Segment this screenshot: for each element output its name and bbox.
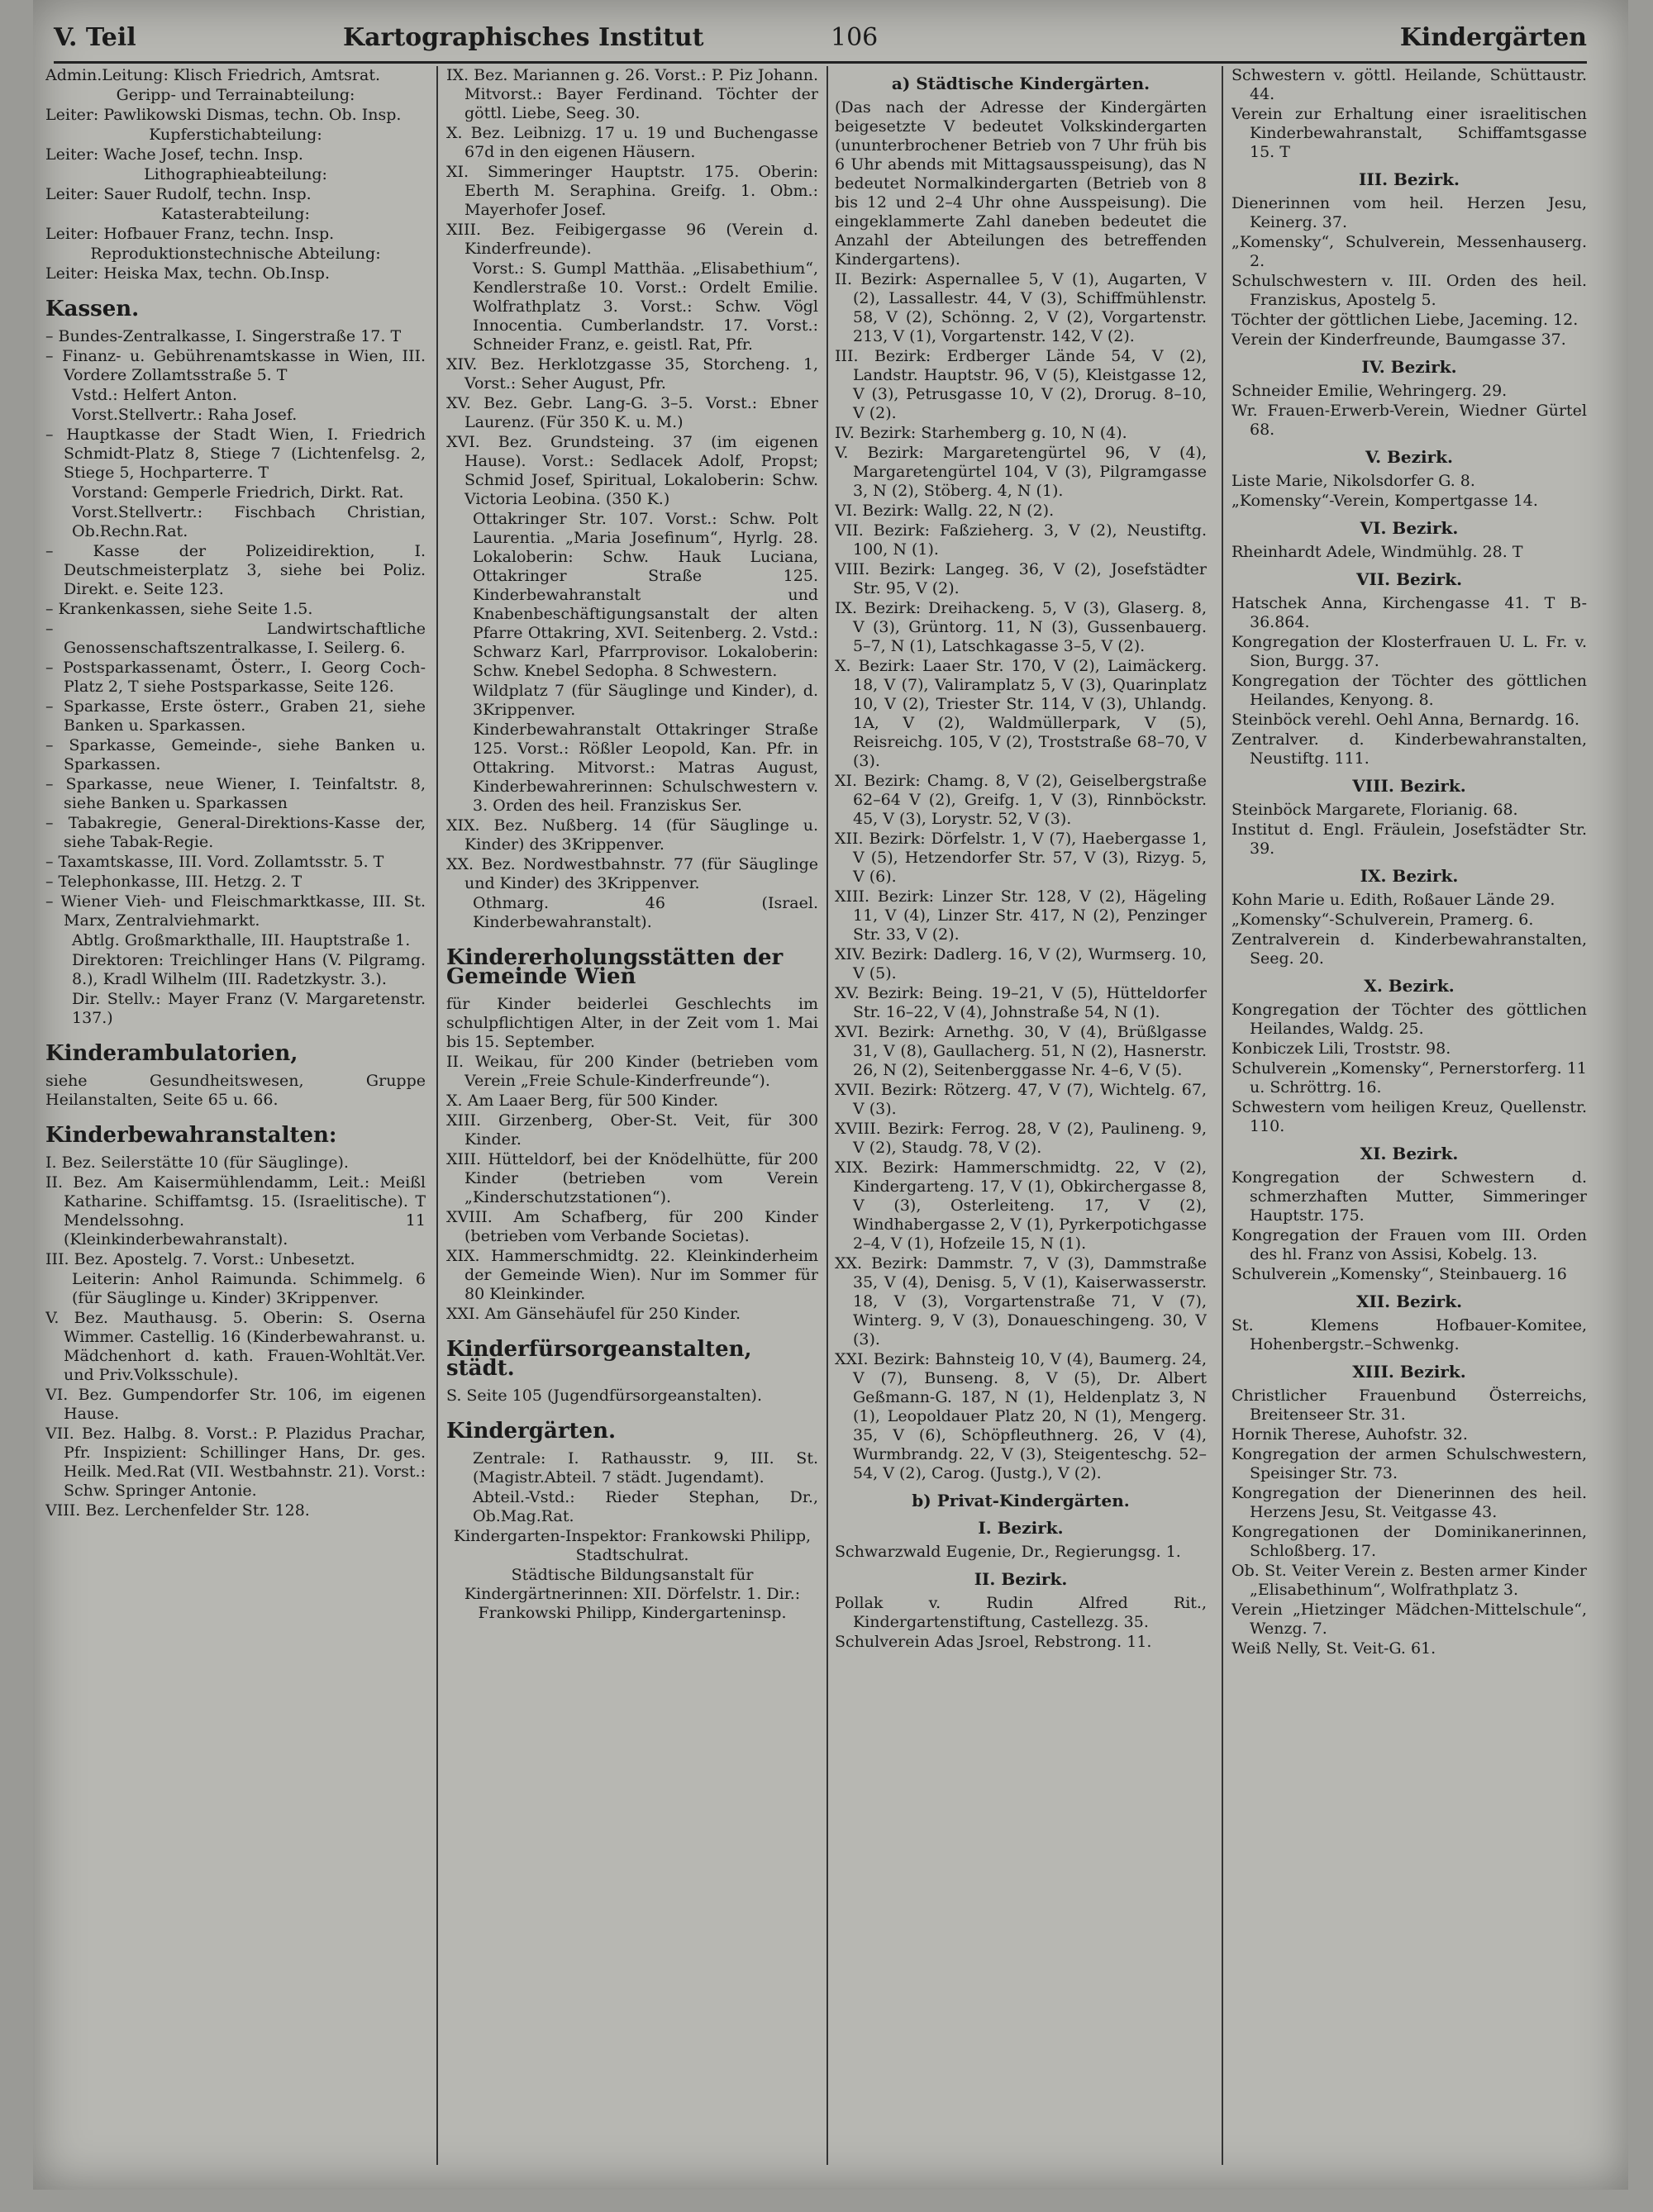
directory-entry: – Sparkasse, neue Wiener, I. Teinfaltstr. 8, siehe Banken u. Sparkassen — [45, 775, 426, 812]
directory-entry: XI. Simmeringer Hauptstr. 175. Oberin: Eberth M. Seraphina. Greifg. 1. Obm.: Mayerhofer Josef. — [446, 163, 818, 219]
district-heading: VI. Bezirk. — [1360, 518, 1459, 538]
text-column-2 — [446, 66, 818, 2165]
indented-line: Othmarg. 46 (Israel. Kinderbewahranstalt). — [473, 894, 818, 931]
directory-entry: VIII. Bezirk: Langeg. 36, V (2), Josefstädter Str. 95, V (2). — [835, 560, 1207, 597]
directory-entry: III. Bezirk: Erdberger Lände 54, V (2), Landstr. Hauptstr. 96, V (5), Kleistgasse 12, V (3), Petrusgasse 10, V (2), Drorug. 8–10, V (2). — [835, 347, 1207, 422]
directory-entry: – Taxamtskasse, III. Vord. Zollamtsstr. 5. T — [45, 853, 384, 871]
directory-entry: X. Bezirk: Laaer Str. 170, V (2), Laimäckerg. 18, V (7), Valiramplatz 5, V (3), Quarinplatz 10, V (2), Triester Str. 114, V (3), Uhlandg. 1A, V (2), Waldmüllerpark, V (5), Reisreichg. 105, V (2), Troststraße 68–70, V (3). — [835, 657, 1207, 770]
indented-line: Ottakringer Str. 107. Vorst.: Schw. Polt Laurentia. „Maria Josefinum“, Hyrlg. 28. Lokaloberin: Schw. Hauk Luciana, Ottakringer Straße 125. Kinderbewahranstalt und Knabenbeschäftigungsanstalt der alten Pfarre Ottakring, XVI. Seitenberg. 2. Vstd.: Schwarz Karl, Pfarrprovisor. Lokaloberin: Schw. Knebel Sedopha. 8 Schwestern. — [473, 510, 818, 680]
part-label: V. Teil — [54, 23, 136, 52]
paragraph: Leiter: Sauer Rudolf, techn. Insp. — [45, 185, 312, 203]
directory-entry: Schwarzwald Eugenie, Dr., Regierungsg. 1. — [835, 1543, 1181, 1561]
directory-entry: Zentralver. d. Kinderbewahranstalten, Neustiftg. 111. — [1231, 730, 1587, 768]
directory-entry: – Finanz- u. Gebührenamtskasse in Wien, III. Vordere Zollamtsstraße 5. T — [45, 347, 426, 384]
paragraph: (Das nach der Adresse der Kindergärten beigesetzte V bedeutet Volkskindergarten (ununterbrochener Betrieb von 7 Uhr früh bis 6 Uhr abends mit Mittagsausspeisung), das N bedeutet Normalkindergarten (Betrieb von 8 bis 12 und 2–4 Uhr ohne Ausspeisung). Die eingeklammerte Zahl daneben bedeutet die Anzahl der Abteilungen des betreffenden Kindergartens). — [835, 98, 1207, 269]
directory-entry: Kongregation der Töchter des göttlichen Heilandes, Kenyong. 8. — [1231, 672, 1587, 709]
directory-entry: XIV. Bezirk: Dadlerg. 16, V (2), Wurmserg. 10, V (5). — [835, 945, 1207, 982]
directory-entry: St. Klemens Hofbauer-Komitee, Hohenbergstr.–Schwenkg. — [1231, 1316, 1587, 1353]
directory-entry: Rheinhardt Adele, Windmühlg. 28. T — [1231, 543, 1523, 561]
directory-entry: XXI. Am Gänsehäufel für 250 Kinder. — [446, 1305, 741, 1323]
directory-entry: Christlicher Frauenbund Österreichs, Breitenseer Str. 31. — [1231, 1387, 1587, 1424]
directory-entry: VII. Bez. Halbg. 8. Vorst.: P. Plazidus Prachar, Pfr. Inspizient: Schillinger Hans, Dr. ges. Heilk. Med.Rat (VII. Westbahnstr. 21). Vorst.: Schw. Springer Antonie. — [45, 1425, 426, 1500]
district-heading: a) Städtische Kindergärten. — [891, 74, 1150, 93]
directory-entry: Wr. Frauen-Erwerb-Verein, Wiedner Gürtel 68. — [1231, 402, 1587, 439]
section-title: Kartographisches Institut — [343, 23, 704, 52]
directory-entry: XXI. Bezirk: Bahnsteig 10, V (4), Baumerg. 24, V (7), Bunseng. 8, V (5), Dr. Albert Geßmann-G. 187, N (1), Heldenplatz 3, N (1), Leopoldauer Platz 20, N (1), Mengerg. 35, V (6), Schöpfleuthnerg. 26, V (4), Wurmbrandg. 22, V (3), Steigenteschg. 52–54, V (2), Carog. (Justg.), V (2). — [835, 1350, 1207, 1482]
directory-entry: „Komensky“-Schulverein, Pramerg. 6. — [1231, 911, 1534, 929]
indented-line: Abtlg. Großmarkthalle, III. Hauptstraße 1. — [72, 931, 411, 949]
directory-entry: – Hauptkasse der Stadt Wien, I. Friedrich Schmidt-Platz 8, Stiege 7 (Lichtenfelsg. 2, Stiege 5, Hochparterre. T — [45, 426, 426, 482]
subheading: Kindergarten-Inspektor: Frankowski Philipp, Stadtschulrat. — [453, 1527, 812, 1564]
indented-line: Dir. Stellv.: Mayer Franz (V. Margaretenstr. 137.) — [72, 990, 426, 1027]
directory-entry: XV. Bezirk: Being. 19–21, V (5), Hütteldorfer Str. 16–22, V (4), Johnstraße 54, N (1). — [835, 984, 1207, 1021]
district-heading: IX. Bezirk. — [1360, 866, 1459, 886]
directory-entry: Konbiczek Lili, Troststr. 98. — [1231, 1039, 1451, 1058]
subheading: Katasterabteilung: — [161, 205, 310, 223]
page-title: Kindergärten — [1399, 23, 1587, 52]
directory-entry: XIII. Hütteldorf, bei der Knödelhütte, für 200 Kinder (betrieben vom Verein „Kinderschutzstationen“). — [446, 1150, 818, 1206]
directory-entry: XIX. Bez. Nußberg. 14 (für Säuglinge u. Kinder) des 3Krippenver. — [446, 816, 818, 854]
district-heading: V. Bezirk. — [1365, 447, 1453, 467]
directory-entry: XVIII. Am Schafberg, für 200 Kinder (betrieben vom Verbande Societas). — [446, 1208, 818, 1245]
directory-entry: VII. Bezirk: Faßzieherg. 3, V (2), Neustiftg. 100, N (1). — [835, 521, 1207, 559]
section-heading: Kassen. — [45, 297, 140, 321]
text-column-4 — [1231, 66, 1587, 2165]
directory-entry: II. Bez. Am Kaisermühlendamm, Leit.: Meißl Katharine. Schiffamtsg. 15. (Israelitische). T Mendelssohng. 11 (Kleinkinderbewahranstalt). — [45, 1173, 426, 1249]
directory-entry: Schulverein Adas Jsroel, Rebstrong. 11. — [835, 1633, 1152, 1651]
directory-entry: – Kasse der Polizeidirektion, I. Deutschmeisterplatz 3, siehe bei Poliz. Direkt. e. Seite 123. — [45, 542, 426, 598]
directory-entry: V. Bezirk: Margaretengürtel 96, V (4), Margaretengürtel 104, V (3), Pilgramgasse 3, N (2), Stöberg. 4, N (1). — [835, 444, 1207, 500]
directory-entry: XVI. Bezirk: Arnethg. 30, V (4), Brüßlgasse 31, V (8), Gaullacherg. 51, N (2), Hasnerstr. 26, N (2), Seitenberggasse Nr. 4–6, V (5). — [835, 1023, 1207, 1079]
directory-entry: Töchter der göttlichen Liebe, Jaceming. 12. — [1231, 311, 1579, 329]
district-heading: VIII. Bezirk. — [1352, 776, 1466, 796]
section-heading: Kinderambulatorien, — [45, 1041, 298, 1066]
page-number: 106 — [831, 23, 879, 52]
paragraph: für Kinder beiderlei Geschlechts im schulpflichtigen Alter, in der Zeit vom 1. Mai bis 15. September. — [446, 995, 818, 1051]
directory-entry: – Tabakregie, General-Direktions-Kasse der, siehe Tabak-Regie. — [45, 814, 426, 851]
directory-entry: Kongregation der armen Schulschwestern, Speisinger Str. 73. — [1231, 1445, 1587, 1482]
paragraph: Admin.Leitung: Klisch Friedrich, Amtsrat. — [45, 66, 380, 84]
paragraph: siehe Gesundheitswesen, Gruppe Heilanstalten, Seite 65 u. 66. — [45, 1072, 426, 1109]
text-column-3 — [835, 66, 1207, 2165]
section-heading: Kinderbewahranstalten: — [45, 1123, 337, 1148]
district-heading: VII. Bezirk. — [1355, 569, 1463, 589]
indented-line: Vorst.Stellvertr.: Raha Josef. — [72, 406, 298, 424]
directory-entry: XVIII. Bezirk: Ferrog. 28, V (2), Paulineng. 9, V (2), Staudg. 78, V (2). — [835, 1120, 1207, 1157]
directory-entry: XX. Bez. Nordwestbahnstr. 77 (für Säuglinge und Kinder) des 3Krippenver. — [446, 855, 818, 892]
paragraph: Leiter: Heiska Max, techn. Ob.Insp. — [45, 264, 330, 283]
directory-entry: Kongregationen der Dominikanerinnen, Schloßberg. 17. — [1231, 1523, 1587, 1560]
directory-entry: XVI. Bez. Grundsteing. 37 (im eigenen Hause). Vorst.: Sedlacek Adolf, Propst; Schmid Josef, Spiritual, Lokaloberin: Schw. Victoria Leobina. (350 K.) — [446, 433, 818, 508]
page-header — [54, 18, 1587, 64]
directory-entry: IV. Bezirk: Starhemberg g. 10, N (4). — [835, 424, 1127, 442]
directory-entry: Kongregation der Klosterfrauen U. L. Fr. v. Sion, Burgg. 37. — [1231, 633, 1587, 670]
directory-entry: IX. Bez. Mariannen g. 26. Vorst.: P. Piz Johann. Mitvorst.: Bayer Ferdinand. Töchter der göttl. Liebe, Seeg. 30. — [446, 66, 818, 122]
indented-line: Kinderbewahranstalt Ottakringer Straße 125. Vorst.: Rößler Leopold, Kan. Pfr. in Ottakring. Mitvorst.: Matras August, Kinderbewahrerinnen: Schulschwestern v. 3. Orden des heil. Franziskus Ser. — [473, 721, 818, 815]
directory-entry: Schneider Emilie, Wehringerg. 29. — [1231, 382, 1508, 400]
indented-line: Vorstand: Gemperle Friedrich, Dirkt. Rat. — [72, 483, 404, 502]
subheading: Reproduktionstechnische Abteilung: — [90, 245, 381, 263]
directory-entry: III. Bez. Apostelg. 7. Vorst.: Unbesetzt. — [45, 1250, 355, 1268]
directory-entry: – Postsparkassenamt, Österr., I. Georg Coch-Platz 2, T siehe Postsparkasse, Seite 126. — [45, 659, 426, 696]
directory-entry: „Komensky“-Verein, Kompertgasse 14. — [1231, 492, 1538, 510]
text-column-1 — [45, 66, 426, 2165]
directory-entry: Verein der Kinderfreunde, Baumgasse 37. — [1231, 331, 1566, 349]
paragraph: Leiter: Hofbauer Franz, techn. Insp. — [45, 225, 335, 243]
section-heading: Kindergärten. — [446, 1419, 617, 1444]
paragraph: Leiter: Wache Josef, techn. Insp. — [45, 145, 303, 164]
paragraph: Leiter: Pawlikowski Dismas, techn. Ob. Insp. — [45, 106, 402, 124]
directory-entry: Schwestern v. göttl. Heilande, Schüttaustr. 44. — [1231, 66, 1587, 103]
directory-entry: XV. Bez. Gebr. Lang-G. 3–5. Vorst.: Ebner Laurenz. (Für 350 K. u. M.) — [446, 394, 818, 431]
subheading: Geripp- und Terrainabteilung: — [116, 86, 355, 104]
directory-entry: – Krankenkassen, siehe Seite 1.5. — [45, 600, 313, 618]
directory-entry: Verein zur Erhaltung einer israelitischen Kinderbewahranstalt, Schiffamtsgasse 15. T — [1231, 105, 1587, 161]
directory-entry: Kongregation der Dienerinnen des heil. Herzens Jesu, St. Veitgasse 43. — [1231, 1484, 1587, 1521]
directory-entry: XIV. Bez. Herklotzgasse 35, Storcheng. 1, Vorst.: Seher August, Pfr. — [446, 355, 818, 392]
subheading: Lithographieabteilung: — [144, 165, 327, 183]
directory-entry: X. Am Laaer Berg, für 500 Kinder. — [446, 1092, 719, 1110]
district-heading: XI. Bezirk. — [1360, 1144, 1459, 1163]
section-heading: Kinderfürsorgeanstalten, städt. — [446, 1337, 752, 1381]
section-heading: Kindererholungsstätten der Gemeinde Wien — [446, 945, 784, 989]
directory-entry: Kohn Marie u. Edith, Roßauer Lände 29. — [1231, 891, 1555, 909]
directory-entry: Kongregation der Töchter des göttlichen Heilandes, Waldg. 25. — [1231, 1001, 1587, 1038]
district-heading: I. Bezirk. — [978, 1518, 1064, 1538]
paragraph: S. Seite 105 (Jugendfürsorgeanstalten). — [446, 1387, 763, 1405]
directory-entry: Schulschwestern v. III. Orden des heil. Franziskus, Apostelg 5. — [1231, 272, 1587, 309]
directory-entry: XIX. Hammerschmidtg. 22. Kleinkinderheim der Gemeinde Wien). Nur im Sommer für 80 Kleinkinder. — [446, 1247, 818, 1303]
directory-entry: VI. Bezirk: Wallg. 22, N (2). — [835, 502, 1055, 520]
directory-entry: Verein „Hietzinger Mädchen-Mittelschule“, Wenzg. 7. — [1231, 1601, 1587, 1638]
directory-entry: XIII. Bezirk: Linzer Str. 128, V (2), Hägeling 11, V (4), Linzer Str. 417, N (2), Penzinger Str. 33, V (2). — [835, 887, 1207, 944]
indented-line: Leiterin: Anhol Raimunda. Schimmelg. 6 (für Säuglinge u. Kinder) 3Krippenver. — [72, 1270, 426, 1307]
district-heading: XIII. Bezirk. — [1352, 1362, 1466, 1382]
indented-line: Zentrale: I. Rathausstr. 9, III. St. (Magistr.Abteil. 7 städt. Jugendamt). — [473, 1449, 818, 1487]
directory-entry: – Wiener Vieh- und Fleischmarktkasse, III. St. Marx, Zentralviehmarkt. — [45, 892, 426, 930]
directory-entry: XIII. Bez. Feibigergasse 96 (Verein d. Kinderfreunde). — [446, 221, 818, 258]
indented-line: Vstd.: Helfert Anton. — [72, 386, 237, 404]
directory-entry: Ob. St. Veiter Verein z. Besten armer Kinder „Elisabethinum“, Wolfrathplatz 3. — [1231, 1562, 1587, 1599]
directory-entry: Zentralverein d. Kinderbewahranstalten, Seeg. 20. — [1231, 930, 1587, 968]
district-heading: b) Privat-Kindergärten. — [912, 1491, 1130, 1510]
directory-entry: – Sparkasse, Gemeinde-, siehe Banken u. Sparkassen. — [45, 736, 426, 773]
directory-entry: II. Weikau, für 200 Kinder (betrieben vom Verein „Freie Schule-Kinderfreunde“). — [446, 1053, 818, 1090]
directory-entry: XIII. Girzenberg, Ober-St. Veit, für 300 Kinder. — [446, 1111, 818, 1149]
directory-entry: XIX. Bezirk: Hammerschmidtg. 22, V (2), Kindergarteng. 17, V (1), Obkirchergasse 8, V (3), Osterleiteng. 17, V (2), Windhabergasse 2, V (1), Pyrkerpotichgasse 2–4, V (1), Hofzeile 15, N (1). — [835, 1158, 1207, 1253]
directory-entry: XX. Bezirk: Dammstr. 7, V (3), Dammstraße 35, V (4), Denisg. 5, V (1), Kaiserwasserstr. 18, V (3), Vorgartenstraße 71, V (7), Winterg. 9, V (3), Donaueschingeng. 30, V (3). — [835, 1254, 1207, 1349]
indented-line: Vorst.: S. Gumpl Matthäa. „Elisabethium“, Kendlerstraße 10. Vorst.: Ordelt Emilie. Wolfrathplatz 3. Vorst.: Schw. Vögl Innocentia. Cumberlandstr. 17. Vorst.: Schneider Franz, e. geistl. Rat, Pfr. — [473, 259, 818, 354]
directory-entry: Schwestern vom heiligen Kreuz, Quellenstr. 110. — [1231, 1098, 1587, 1135]
directory-entry: Hornik Therese, Auhofstr. 32. — [1231, 1425, 1468, 1444]
directory-entry: VIII. Bez. Lerchenfelder Str. 128. — [45, 1501, 310, 1520]
district-heading: III. Bezirk. — [1359, 169, 1460, 189]
directory-entry: I. Bez. Seilerstätte 10 (für Säuglinge). — [45, 1154, 349, 1172]
district-heading: X. Bezirk. — [1364, 976, 1455, 996]
directory-entry: Schulverein „Komensky“, Pernerstorferg. 11 u. Schröttrg. 16. — [1231, 1059, 1587, 1096]
indented-line: Vorst.Stellvertr.: Fischbach Christian, Ob.Rechn.Rat. — [72, 503, 426, 540]
indented-line: Wildplatz 7 (für Säuglinge und Kinder), d. 3Krippenver. — [473, 682, 818, 719]
directory-entry: Steinböck verehl. Oehl Anna, Bernardg. 16. — [1231, 711, 1580, 729]
indented-line: Direktoren: Treichlinger Hans (V. Pilgramg. 8.), Kradl Wilhelm (III. Radetzkystr. 3.). — [72, 951, 426, 988]
subheading: Städtische Bildungsanstalt für Kindergärtnerinnen: XII. Dörfelstr. 1. Dir.: Frankowski Philipp, Kindergarteninsp. — [464, 1566, 801, 1622]
directory-entry: X. Bez. Leibnizg. 17 u. 19 und Buchengasse 67d in den eigenen Häusern. — [446, 124, 818, 161]
directory-entry: Hatschek Anna, Kirchengasse 41. T B-36.864. — [1231, 594, 1587, 631]
column-divider — [826, 66, 828, 2165]
directory-entry: – Landwirtschaftliche Genossenschaftszentralkasse, I. Seilerg. 6. — [45, 620, 426, 657]
directory-entry: VI. Bez. Gumpendorfer Str. 106, im eigenen Hause. — [45, 1386, 426, 1423]
directory-entry: „Komensky“, Schulverein, Messenhauserg. 2. — [1231, 233, 1587, 270]
directory-entry: Liste Marie, Nikolsdorfer G. 8. — [1231, 472, 1475, 490]
subheading: Kupferstichabteilung: — [149, 126, 322, 144]
district-heading: II. Bezirk. — [974, 1569, 1068, 1589]
directory-entry: Weiß Nelly, St. Veit-G. 61. — [1231, 1639, 1436, 1658]
directory-entry: XVII. Bezirk: Rötzerg. 47, V (7), Wichtelg. 67, V (3). — [835, 1081, 1207, 1118]
directory-entry: – Sparkasse, Erste österr., Graben 21, siehe Banken u. Sparkassen. — [45, 697, 426, 735]
directory-entry: – Telephonkasse, III. Hetzg. 2. T — [45, 873, 302, 891]
directory-entry: Kongregation der Schwestern d. schmerzhaften Mutter, Simmeringer Hauptstr. 175. — [1231, 1168, 1587, 1225]
directory-entry: XI. Bezirk: Chamg. 8, V (2), Geiselbergstraße 62–64 V (2), Greifg. 1, V (3), Rinnböckstr. 45, V (3), Lorystr. 52, V (3). — [835, 772, 1207, 828]
directory-entry: Pollak v. Rudin Alfred Rit., Kindergartenstiftung, Castellezg. 35. — [835, 1594, 1207, 1631]
column-divider — [1222, 66, 1223, 2165]
indented-line: Abteil.-Vstd.: Rieder Stephan, Dr., Ob.Mag.Rat. — [473, 1488, 818, 1525]
directory-entry: Steinböck Margarete, Florianig. 68. — [1231, 801, 1518, 819]
directory-entry: V. Bez. Mauthausg. 5. Oberin: S. Oserna Wimmer. Castellig. 16 (Kinderbewahranst. u. Mädchenhort d. kath. Frauen-Wohltät.Ver. und Priv.Volksschule). — [45, 1309, 426, 1384]
column-divider — [436, 66, 438, 2165]
directory-entry: Dienerinnen vom heil. Herzen Jesu, Keinerg. 37. — [1231, 194, 1587, 231]
directory-entry: Kongregation der Frauen vom III. Orden des hl. Franz von Assisi, Kobelg. 13. — [1231, 1226, 1587, 1263]
directory-entry: Schulverein „Komensky“, Steinbauerg. 16 — [1231, 1265, 1567, 1283]
directory-entry: IX. Bezirk: Dreihackeng. 5, V (3), Glaserg. 8, V (3), Grüntorg. 11, N (3), Gussenbauerg. 5–7, N (1), Latschkagasse 3–5, V (2). — [835, 599, 1207, 655]
district-heading: IV. Bezirk. — [1361, 357, 1457, 377]
directory-entry: Institut d. Engl. Fräulein, Josefstädter Str. 39. — [1231, 821, 1587, 858]
district-heading: XII. Bezirk. — [1355, 1292, 1463, 1311]
directory-entry: XII. Bezirk: Dörfelstr. 1, V (7), Haebergasse 1, V (5), Hetzendorfer Str. 57, V (3), Rizyg. 5, V (6). — [835, 830, 1207, 886]
directory-entry: – Bundes-Zentralkasse, I. Singerstraße 17. T — [45, 327, 402, 345]
directory-entry: II. Bezirk: Aspernallee 5, V (1), Augarten, V (2), Lassallestr. 44, V (3), Schiffmühlenstr. 58, V (2), Schönng. 2, V (2), Vorgartenstr. 213, V (1), Vorgartenstr. 142, V (2). — [835, 270, 1207, 345]
